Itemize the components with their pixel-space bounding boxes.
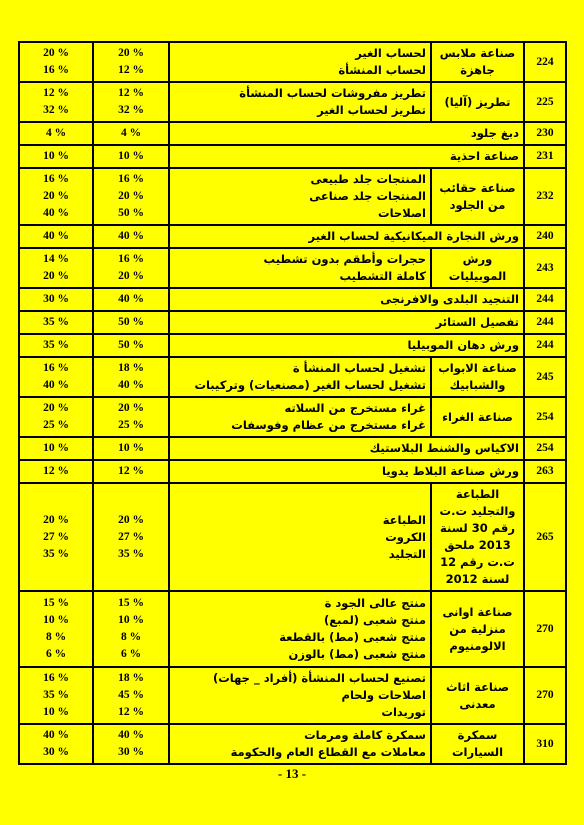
rate-column-1 bbox=[93, 667, 169, 724]
table-row bbox=[19, 397, 566, 437]
rate-value: 10 % bbox=[43, 150, 69, 162]
rate-value: 27 % bbox=[43, 530, 69, 543]
activity-code: 263 bbox=[524, 460, 566, 483]
activity-name: صناعة الابواب والشبابيك bbox=[431, 357, 524, 397]
description-line: غراء مستخرج من السلاته bbox=[284, 401, 426, 415]
rates-table-body bbox=[19, 42, 566, 764]
rate-value: 6 % bbox=[45, 648, 67, 660]
rate-column-2 bbox=[19, 311, 93, 334]
description-line: معاملات مع القطاع العام والحكومة bbox=[230, 745, 426, 759]
rate-value: 8 % bbox=[120, 631, 142, 643]
rate-value: 20 % bbox=[118, 513, 144, 526]
description-line: الكروت bbox=[385, 529, 426, 544]
rate-value: 4 % bbox=[45, 127, 67, 139]
rate-value: 4 % bbox=[120, 127, 142, 139]
table-row bbox=[19, 82, 566, 122]
activity-name: تطريز (آليا) bbox=[431, 82, 524, 122]
rate-value: 25 % bbox=[43, 419, 69, 431]
rate-column-1 bbox=[93, 168, 169, 225]
table-row bbox=[19, 667, 566, 724]
description-line: التنجيد البلدى والافرنجى bbox=[380, 292, 519, 306]
activity-description bbox=[169, 168, 431, 225]
activity-code: 244 bbox=[524, 311, 566, 334]
rate-column-1 bbox=[93, 460, 169, 483]
description-line: تصنيع لحساب المنشأة (أفراد _ جهات) bbox=[212, 671, 426, 685]
rate-value: 30 % bbox=[43, 746, 69, 758]
rate-value: 20 % bbox=[118, 270, 144, 282]
description-line: ورش النجارة الميكانيكية لحساب الغير bbox=[308, 229, 519, 243]
table-row bbox=[19, 437, 566, 460]
rate-column-2 bbox=[19, 82, 93, 122]
activity-code: 232 bbox=[524, 168, 566, 225]
rate-value: 35 % bbox=[43, 339, 69, 351]
activity-code: 270 bbox=[524, 667, 566, 724]
activity-code: 254 bbox=[524, 397, 566, 437]
activity-code: 245 bbox=[524, 357, 566, 397]
description-line: توريدات bbox=[381, 705, 426, 719]
rate-value: 16 % bbox=[118, 173, 144, 185]
rate-value: 10 % bbox=[43, 442, 69, 454]
activity-code: 310 bbox=[524, 724, 566, 764]
rate-value: 20 % bbox=[118, 402, 144, 414]
rate-value: 18 % bbox=[118, 672, 144, 684]
rate-value: 16 % bbox=[43, 362, 69, 374]
rate-column-2 bbox=[19, 483, 93, 591]
description-line: منتج شعبى (مط) بالقطعة bbox=[279, 630, 426, 644]
description-line: لحساب الغير bbox=[355, 46, 426, 60]
rate-value: 12 % bbox=[118, 64, 144, 76]
activity-description bbox=[169, 122, 524, 145]
description-line: المنتجات جلد صناعى bbox=[309, 189, 426, 203]
description-line: منتج شعبى (لمبع) bbox=[323, 613, 426, 627]
description-line: صناعة احذية bbox=[449, 149, 519, 163]
rate-column-1 bbox=[93, 145, 169, 168]
rate-column-1 bbox=[93, 311, 169, 334]
rate-column-2 bbox=[19, 168, 93, 225]
rate-value: 40 % bbox=[43, 379, 69, 391]
rate-value: 40 % bbox=[43, 207, 69, 219]
description-line: اصلاحات bbox=[378, 206, 426, 220]
table-row bbox=[19, 460, 566, 483]
activity-code: 254 bbox=[524, 437, 566, 460]
description-line: تطريز لحساب الغير bbox=[317, 103, 426, 117]
activity-description bbox=[169, 724, 431, 764]
rate-value: 18 % bbox=[118, 362, 144, 374]
rate-value: 15 % bbox=[118, 597, 144, 609]
rate-value: 12 % bbox=[118, 706, 144, 718]
activity-name: صناعة ملابس جاهزة bbox=[431, 42, 524, 82]
rate-column-2 bbox=[19, 145, 93, 168]
table-row bbox=[19, 591, 566, 667]
rate-column-1 bbox=[93, 122, 169, 145]
page-number: - 13 - bbox=[277, 766, 307, 781]
activity-name: صناعة اثاث معدنى bbox=[431, 667, 524, 724]
rate-column-2 bbox=[19, 667, 93, 724]
activity-description bbox=[169, 667, 431, 724]
rate-value: 32 % bbox=[43, 104, 69, 116]
activity-code: 224 bbox=[524, 42, 566, 82]
rate-value: 32 % bbox=[118, 104, 144, 116]
rate-value: 16 % bbox=[43, 64, 69, 76]
description-line: لحساب المنشأة bbox=[338, 63, 426, 77]
rate-value: 16 % bbox=[118, 253, 144, 265]
activity-description bbox=[169, 225, 524, 248]
rate-column-2 bbox=[19, 225, 93, 248]
rate-column-1 bbox=[93, 357, 169, 397]
rate-column-2 bbox=[19, 437, 93, 460]
rate-column-2 bbox=[19, 42, 93, 82]
activity-code: 244 bbox=[524, 334, 566, 357]
rate-column-2 bbox=[19, 357, 93, 397]
rate-value: 40 % bbox=[118, 230, 144, 242]
rate-column-2 bbox=[19, 460, 93, 483]
rate-column-1 bbox=[93, 248, 169, 288]
activity-description bbox=[169, 591, 431, 667]
table-row bbox=[19, 357, 566, 397]
activity-description bbox=[169, 42, 431, 82]
activity-description bbox=[169, 357, 431, 397]
rate-value: 15 % bbox=[43, 597, 69, 609]
table-row bbox=[19, 288, 566, 311]
activity-name: صناعة اوانى منزلية من الالومنيوم bbox=[431, 591, 524, 667]
rate-value: 12 % bbox=[118, 87, 144, 99]
rate-column-2 bbox=[19, 288, 93, 311]
activity-description bbox=[169, 311, 524, 334]
activity-code: 231 bbox=[524, 145, 566, 168]
activity-description bbox=[169, 437, 524, 460]
rate-column-1 bbox=[93, 42, 169, 82]
rate-column-1 bbox=[93, 437, 169, 460]
description-line: تشغيل لحساب المنشأ ة bbox=[292, 361, 426, 375]
description-line: منتج شعبى (مط) بالوزن bbox=[288, 647, 426, 661]
description-line: ورش دهان الموبيليا bbox=[407, 338, 519, 352]
rate-value: 20 % bbox=[43, 402, 69, 414]
table-row bbox=[19, 724, 566, 764]
rate-column-1 bbox=[93, 591, 169, 667]
table-row bbox=[19, 42, 566, 82]
rate-column-2 bbox=[19, 122, 93, 145]
rate-value: 50 % bbox=[118, 316, 144, 328]
description-line: الطباعة bbox=[382, 512, 426, 527]
activity-description bbox=[169, 483, 431, 591]
rate-column-1 bbox=[93, 82, 169, 122]
rate-value: 8 % bbox=[45, 631, 67, 643]
activity-description bbox=[169, 145, 524, 168]
table-row bbox=[19, 483, 566, 591]
table-row bbox=[19, 225, 566, 248]
rate-value: 40 % bbox=[43, 230, 69, 242]
activity-description bbox=[169, 334, 524, 357]
rate-value: 10 % bbox=[43, 706, 69, 718]
description-line: كاملة التشطيب bbox=[339, 269, 426, 283]
rate-value: 6 % bbox=[120, 648, 142, 660]
table-row bbox=[19, 122, 566, 145]
rate-value: 27 % bbox=[118, 530, 144, 543]
table-row bbox=[19, 145, 566, 168]
rate-value: 20 % bbox=[43, 47, 69, 59]
rate-value: 12 % bbox=[118, 465, 144, 477]
rate-value: 50 % bbox=[118, 339, 144, 351]
activity-code: 244 bbox=[524, 288, 566, 311]
rate-column-2 bbox=[19, 334, 93, 357]
rate-value: 35 % bbox=[118, 547, 144, 560]
table-row bbox=[19, 311, 566, 334]
description-line: غراء مستخرج من عظام وفوسفات bbox=[231, 418, 426, 432]
rate-value: 35 % bbox=[43, 689, 69, 701]
activity-name: سمكرة السيارات bbox=[431, 724, 524, 764]
rate-value: 20 % bbox=[43, 270, 69, 282]
rate-value: 20 % bbox=[118, 47, 144, 59]
rate-value: 40 % bbox=[118, 379, 144, 391]
rates-table bbox=[18, 41, 567, 765]
rate-value: 30 % bbox=[43, 293, 69, 305]
activity-name: صناعة حقائب من الجلود bbox=[431, 168, 524, 225]
rate-column-2 bbox=[19, 591, 93, 667]
description-line: تطريز مفروشات لحساب المنشأة bbox=[239, 86, 426, 100]
rate-column-2 bbox=[19, 248, 93, 288]
activity-description bbox=[169, 397, 431, 437]
rate-value: 16 % bbox=[43, 173, 69, 185]
rate-column-1 bbox=[93, 334, 169, 357]
activity-code: 240 bbox=[524, 225, 566, 248]
description-line: دبغ جلود bbox=[470, 126, 519, 140]
activity-code: 225 bbox=[524, 82, 566, 122]
activity-description bbox=[169, 460, 524, 483]
description-line: تفصيل الستائر bbox=[435, 315, 519, 329]
rate-value: 10 % bbox=[118, 614, 144, 626]
description-line: منتج عالى الجود ة bbox=[324, 596, 426, 610]
rate-column-1 bbox=[93, 225, 169, 248]
activity-name: ورش الموبيليات bbox=[431, 248, 524, 288]
rate-value: 16 % bbox=[43, 672, 69, 684]
description-line: حجرات وأطقم بدون تشطيب bbox=[263, 252, 426, 266]
rate-value: 20 % bbox=[43, 513, 69, 526]
rate-column-1 bbox=[93, 288, 169, 311]
rate-value: 25 % bbox=[118, 419, 144, 431]
activity-description bbox=[169, 82, 431, 122]
description-line: تشغيل لحساب الغير (مصنعيات) وتركيبات bbox=[194, 378, 426, 392]
rate-value: 35 % bbox=[43, 316, 69, 328]
rate-value: 35 % bbox=[43, 547, 69, 560]
description-line: سمكرة كاملة ومرمات bbox=[304, 728, 426, 742]
activity-description bbox=[169, 288, 524, 311]
activity-code: 243 bbox=[524, 248, 566, 288]
rate-value: 45 % bbox=[118, 689, 144, 701]
rate-value: 20 % bbox=[43, 190, 69, 202]
description-line: الاكياس والشنط البلاستيك bbox=[369, 441, 519, 455]
rate-column-1 bbox=[93, 397, 169, 437]
rate-value: 12 % bbox=[43, 87, 69, 99]
activity-description bbox=[169, 248, 431, 288]
description-line: اصلاحات ولحام bbox=[341, 688, 426, 702]
rate-value: 10 % bbox=[43, 614, 69, 626]
rate-value: 10 % bbox=[118, 150, 144, 162]
description-line: المنتجات جلد طبيعى bbox=[310, 172, 426, 186]
rate-column-2 bbox=[19, 724, 93, 764]
rate-value: 10 % bbox=[118, 442, 144, 454]
rate-value: 12 % bbox=[43, 465, 69, 477]
table-row bbox=[19, 248, 566, 288]
description-line: ورش صناعة البلاط يدويا bbox=[382, 464, 519, 478]
rate-value: 14 % bbox=[43, 253, 69, 265]
rate-value: 40 % bbox=[43, 729, 69, 741]
activity-name: الطباعة والتجليد ت.ت رقم 30 لسنة 2013 ملحق ت.ت رقم 12 لسنة 2012 bbox=[431, 483, 524, 591]
activity-code: 265 bbox=[524, 483, 566, 591]
activity-name: صناعة الغراء bbox=[431, 397, 524, 437]
rate-value: 50 % bbox=[118, 207, 144, 219]
table-row bbox=[19, 334, 566, 357]
rate-value: 30 % bbox=[118, 746, 144, 758]
activity-code: 230 bbox=[524, 122, 566, 145]
rate-value: 40 % bbox=[118, 729, 144, 741]
description-line: التجليد bbox=[388, 546, 426, 561]
rate-value: 40 % bbox=[118, 293, 144, 305]
rate-column-1 bbox=[93, 724, 169, 764]
rate-value: 20 % bbox=[118, 190, 144, 202]
rate-column-2 bbox=[19, 397, 93, 437]
activity-code: 270 bbox=[524, 591, 566, 667]
rate-column-1 bbox=[93, 483, 169, 591]
table-row bbox=[19, 168, 566, 225]
